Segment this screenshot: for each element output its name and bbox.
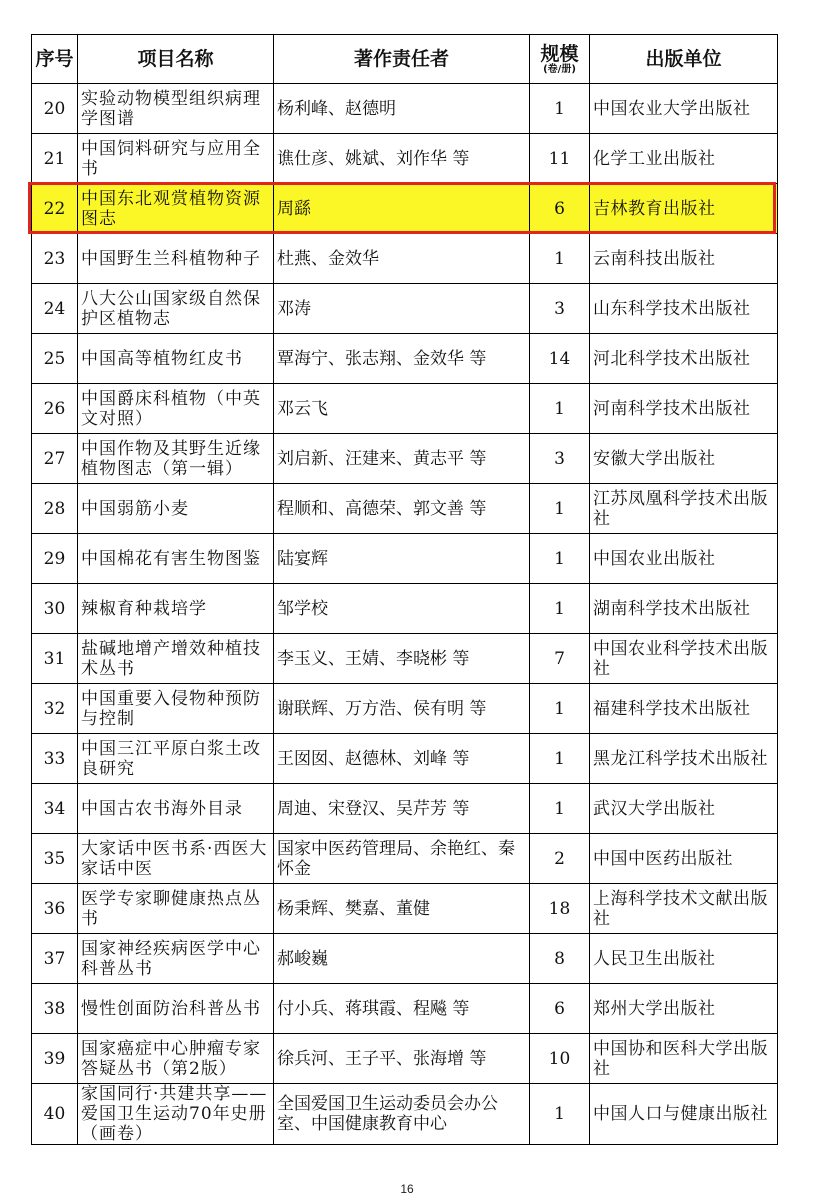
cell-author: 杜燕、金效华 bbox=[274, 234, 530, 284]
table-row bbox=[32, 284, 778, 334]
cell-scale: 1 bbox=[530, 384, 590, 434]
table-row bbox=[32, 84, 778, 134]
table-row bbox=[32, 1034, 778, 1084]
cell-project-name: 慢性创面防治科普丛书 bbox=[78, 984, 274, 1034]
cell-author: 邓云飞 bbox=[274, 384, 530, 434]
cell-scale: 3 bbox=[530, 284, 590, 334]
header-scale-unit: (卷/册) bbox=[543, 63, 576, 75]
cell-scale: 6 bbox=[530, 984, 590, 1034]
cell-seq: 40 bbox=[32, 1084, 78, 1145]
cell-author: 全国爱国卫生运动委员会办公室、中国健康教育中心 bbox=[274, 1084, 530, 1145]
table-row bbox=[32, 984, 778, 1034]
cell-author: 陆宴辉 bbox=[274, 534, 530, 584]
table-row bbox=[32, 384, 778, 434]
cell-seq: 32 bbox=[32, 684, 78, 734]
table-row bbox=[32, 434, 778, 484]
header-author: 著作责任者 bbox=[274, 35, 530, 84]
cell-seq: 31 bbox=[32, 634, 78, 684]
cell-publisher: 安徽大学出版社 bbox=[590, 434, 778, 484]
cell-author: 谯仕彦、姚斌、刘作华 等 bbox=[274, 134, 530, 184]
cell-scale: 1 bbox=[530, 1084, 590, 1145]
cell-scale: 1 bbox=[530, 534, 590, 584]
cell-seq: 33 bbox=[32, 734, 78, 784]
cell-seq: 25 bbox=[32, 334, 78, 384]
cell-scale: 7 bbox=[530, 634, 590, 684]
cell-author: 付小兵、蒋琪霞、程飚 等 bbox=[274, 984, 530, 1034]
cell-seq: 20 bbox=[32, 84, 78, 134]
cell-project-name: 中国野生兰科植物种子 bbox=[78, 234, 274, 284]
cell-seq: 34 bbox=[32, 784, 78, 834]
cell-scale: 3 bbox=[530, 434, 590, 484]
table-row bbox=[32, 484, 778, 534]
cell-seq: 39 bbox=[32, 1034, 78, 1084]
cell-publisher: 江苏凤凰科学技术出版社 bbox=[590, 484, 778, 534]
cell-scale: 1 bbox=[530, 734, 590, 784]
header-scale-label: 规模 bbox=[540, 42, 579, 65]
cell-project-name: 中国爵床科植物（中英文对照） bbox=[78, 384, 274, 434]
cell-seq: 23 bbox=[32, 234, 78, 284]
cell-author: 谢联辉、万方浩、侯有明 等 bbox=[274, 684, 530, 734]
cell-project-name: 中国重要入侵物种预防与控制 bbox=[78, 684, 274, 734]
cell-project-name: 中国高等植物红皮书 bbox=[78, 334, 274, 384]
table-row bbox=[32, 684, 778, 734]
table-row bbox=[32, 884, 778, 934]
project-table bbox=[31, 34, 778, 1145]
cell-author: 李玉义、王婧、李晓彬 等 bbox=[274, 634, 530, 684]
cell-scale: 11 bbox=[530, 134, 590, 184]
cell-publisher: 武汉大学出版社 bbox=[590, 784, 778, 834]
cell-project-name: 实验动物模型组织病理学图谱 bbox=[78, 84, 274, 134]
cell-publisher: 湖南科学技术出版社 bbox=[590, 584, 778, 634]
cell-author: 邓涛 bbox=[274, 284, 530, 334]
cell-project-name: 国家癌症中心肿瘤专家答疑丛书（第2版） bbox=[78, 1034, 274, 1084]
cell-project-name: 大家话中医书系·西医大家话中医 bbox=[78, 834, 274, 884]
cell-publisher: 中国人口与健康出版社 bbox=[590, 1084, 778, 1145]
cell-seq: 27 bbox=[32, 434, 78, 484]
table-row bbox=[32, 934, 778, 984]
cell-publisher: 中国中医药出版社 bbox=[590, 834, 778, 884]
cell-project-name: 国家神经疾病医学中心科普丛书 bbox=[78, 934, 274, 984]
cell-project-name: 中国饲料研究与应用全书 bbox=[78, 134, 274, 184]
cell-publisher: 人民卫生出版社 bbox=[590, 934, 778, 984]
cell-scale: 1 bbox=[530, 684, 590, 734]
cell-author: 覃海宁、张志翔、金效华 等 bbox=[274, 334, 530, 384]
table-row bbox=[32, 534, 778, 584]
cell-publisher: 中国农业大学出版社 bbox=[590, 84, 778, 134]
table-row bbox=[32, 584, 778, 634]
header-scale bbox=[530, 35, 590, 84]
cell-seq: 28 bbox=[32, 484, 78, 534]
cell-seq: 30 bbox=[32, 584, 78, 634]
cell-publisher: 中国农业出版社 bbox=[590, 534, 778, 584]
table-row bbox=[32, 634, 778, 684]
cell-scale: 10 bbox=[530, 1034, 590, 1084]
cell-project-name: 八大公山国家级自然保护区植物志 bbox=[78, 284, 274, 334]
cell-project-name: 医学专家聊健康热点丛书 bbox=[78, 884, 274, 934]
cell-publisher: 吉林教育出版社 bbox=[590, 184, 778, 234]
cell-project-name: 中国棉花有害生物图鉴 bbox=[78, 534, 274, 584]
cell-author: 王囡囡、赵德林、刘峰 等 bbox=[274, 734, 530, 784]
cell-publisher: 中国农业科学技术出版社 bbox=[590, 634, 778, 684]
cell-author: 邹学校 bbox=[274, 584, 530, 634]
cell-project-name: 中国东北观赏植物资源图志 bbox=[78, 184, 274, 234]
cell-scale: 8 bbox=[530, 934, 590, 984]
header-publisher: 出版单位 bbox=[590, 35, 778, 84]
cell-seq: 37 bbox=[32, 934, 78, 984]
cell-author: 杨秉辉、樊嘉、董健 bbox=[274, 884, 530, 934]
table-row bbox=[32, 234, 778, 284]
cell-project-name: 盐碱地增产增效种植技术丛书 bbox=[78, 634, 274, 684]
cell-scale: 18 bbox=[530, 884, 590, 934]
cell-scale: 2 bbox=[530, 834, 590, 884]
cell-publisher: 郑州大学出版社 bbox=[590, 984, 778, 1034]
cell-author: 周迪、宋登汉、吴芹芳 等 bbox=[274, 784, 530, 834]
cell-publisher: 云南科技出版社 bbox=[590, 234, 778, 284]
cell-publisher: 中国协和医科大学出版社 bbox=[590, 1034, 778, 1084]
cell-scale: 1 bbox=[530, 234, 590, 284]
table-row bbox=[32, 784, 778, 834]
cell-publisher: 福建科学技术出版社 bbox=[590, 684, 778, 734]
cell-publisher: 河北科学技术出版社 bbox=[590, 334, 778, 384]
page-number: 16 bbox=[400, 1182, 414, 1196]
cell-author: 程顺和、高德荣、郭文善 等 bbox=[274, 484, 530, 534]
cell-project-name: 中国三江平原白浆土改良研究 bbox=[78, 734, 274, 784]
cell-project-name: 中国古农书海外目录 bbox=[78, 784, 274, 834]
cell-publisher: 化学工业出版社 bbox=[590, 134, 778, 184]
cell-publisher: 山东科学技术出版社 bbox=[590, 284, 778, 334]
table-row bbox=[32, 184, 778, 234]
cell-scale: 1 bbox=[530, 84, 590, 134]
table-header-row bbox=[32, 35, 778, 84]
cell-publisher: 上海科学技术文献出版社 bbox=[590, 884, 778, 934]
table-row bbox=[32, 134, 778, 184]
cell-project-name: 辣椒育种栽培学 bbox=[78, 584, 274, 634]
cell-project-name: 家国同行·共建共享——爱国卫生运动70年史册（画卷） bbox=[78, 1084, 274, 1145]
cell-publisher: 河南科学技术出版社 bbox=[590, 384, 778, 434]
table-row bbox=[32, 1084, 778, 1145]
table-row bbox=[32, 334, 778, 384]
cell-publisher: 黑龙江科学技术出版社 bbox=[590, 734, 778, 784]
cell-seq: 21 bbox=[32, 134, 78, 184]
cell-seq: 22 bbox=[32, 184, 78, 234]
header-project-name: 项目名称 bbox=[78, 35, 274, 84]
cell-seq: 38 bbox=[32, 984, 78, 1034]
cell-author: 郝峻巍 bbox=[274, 934, 530, 984]
cell-seq: 36 bbox=[32, 884, 78, 934]
cell-scale: 1 bbox=[530, 584, 590, 634]
header-seq: 序号 bbox=[32, 35, 78, 84]
cell-seq: 24 bbox=[32, 284, 78, 334]
cell-scale: 14 bbox=[530, 334, 590, 384]
cell-scale: 6 bbox=[530, 184, 590, 234]
cell-project-name: 中国弱筋小麦 bbox=[78, 484, 274, 534]
cell-scale: 1 bbox=[530, 484, 590, 534]
cell-author: 周繇 bbox=[274, 184, 530, 234]
cell-project-name: 中国作物及其野生近缘植物图志（第一辑） bbox=[78, 434, 274, 484]
table-row bbox=[32, 834, 778, 884]
cell-seq: 26 bbox=[32, 384, 78, 434]
cell-author: 国家中医药管理局、余艳红、秦怀金 bbox=[274, 834, 530, 884]
cell-author: 杨利峰、赵德明 bbox=[274, 84, 530, 134]
cell-seq: 35 bbox=[32, 834, 78, 884]
cell-author: 徐兵河、王子平、张海增 等 bbox=[274, 1034, 530, 1084]
cell-seq: 29 bbox=[32, 534, 78, 584]
cell-author: 刘启新、汪建来、黄志平 等 bbox=[274, 434, 530, 484]
cell-scale: 1 bbox=[530, 784, 590, 834]
table-row bbox=[32, 734, 778, 784]
